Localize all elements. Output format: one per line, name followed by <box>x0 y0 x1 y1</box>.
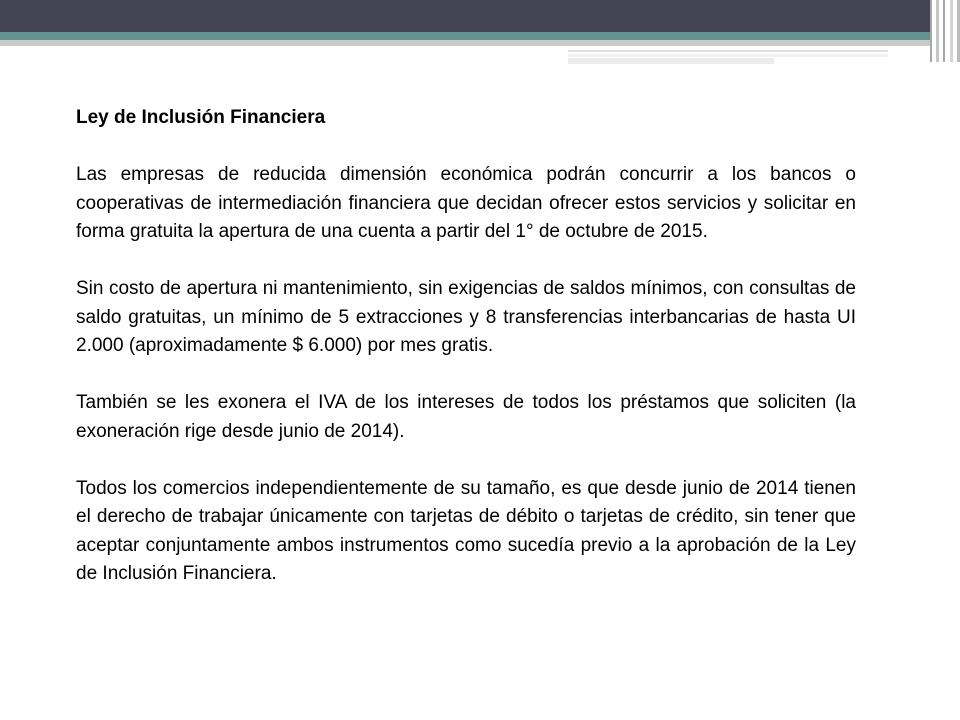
header-band <box>0 0 960 32</box>
decorative-bar <box>930 0 932 62</box>
decorative-bar <box>950 0 953 62</box>
paragraph: Las empresas de reducida dimensión económica podrán concurrir a los bancos o cooperativas de intermediación financiera que decidan ofrecer estos servicios y solicitar en forma gratuita la apertura de una cuenta a partir del 1° de octubre de 2015. <box>76 164 856 242</box>
paragraph: También se les exonera el IVA de los intereses de todos los préstamos que soliciten (la exoneración rige desde junio de 2014). <box>76 392 856 442</box>
teal-accent-stripe <box>0 32 960 40</box>
paragraph: Todos los comercios independientemente de su tamaño, es que desde junio de 2014 tienen el derecho de trabajar únicamente con tarjetas de débito o tarjetas de crédito, sin tener que aceptar conjuntamente ambos instrumentos como sucedía previo a la aprobación de la Ley de Inclusión Financiera. <box>76 477 856 584</box>
slide-title: Ley de Inclusión Financiera <box>76 107 326 128</box>
decorative-line <box>568 58 774 64</box>
slide-content <box>76 104 856 589</box>
decorative-bar <box>943 0 945 62</box>
paragraph: Sin costo de apertura ni mantenimiento, sin exigencias de saldos mínimos, con consultas de saldo gratuitas, un mínimo de 5 extracciones y 8 transferencias interbancarias de hasta UI 2.000 (aproximadamente $ 6.000) por mes gratis. <box>76 278 856 356</box>
decorative-line <box>568 54 888 57</box>
decorative-line <box>568 50 888 52</box>
decorative-bar <box>936 0 939 62</box>
gray-accent-stripe <box>0 40 960 46</box>
corner-decoration <box>930 0 960 62</box>
